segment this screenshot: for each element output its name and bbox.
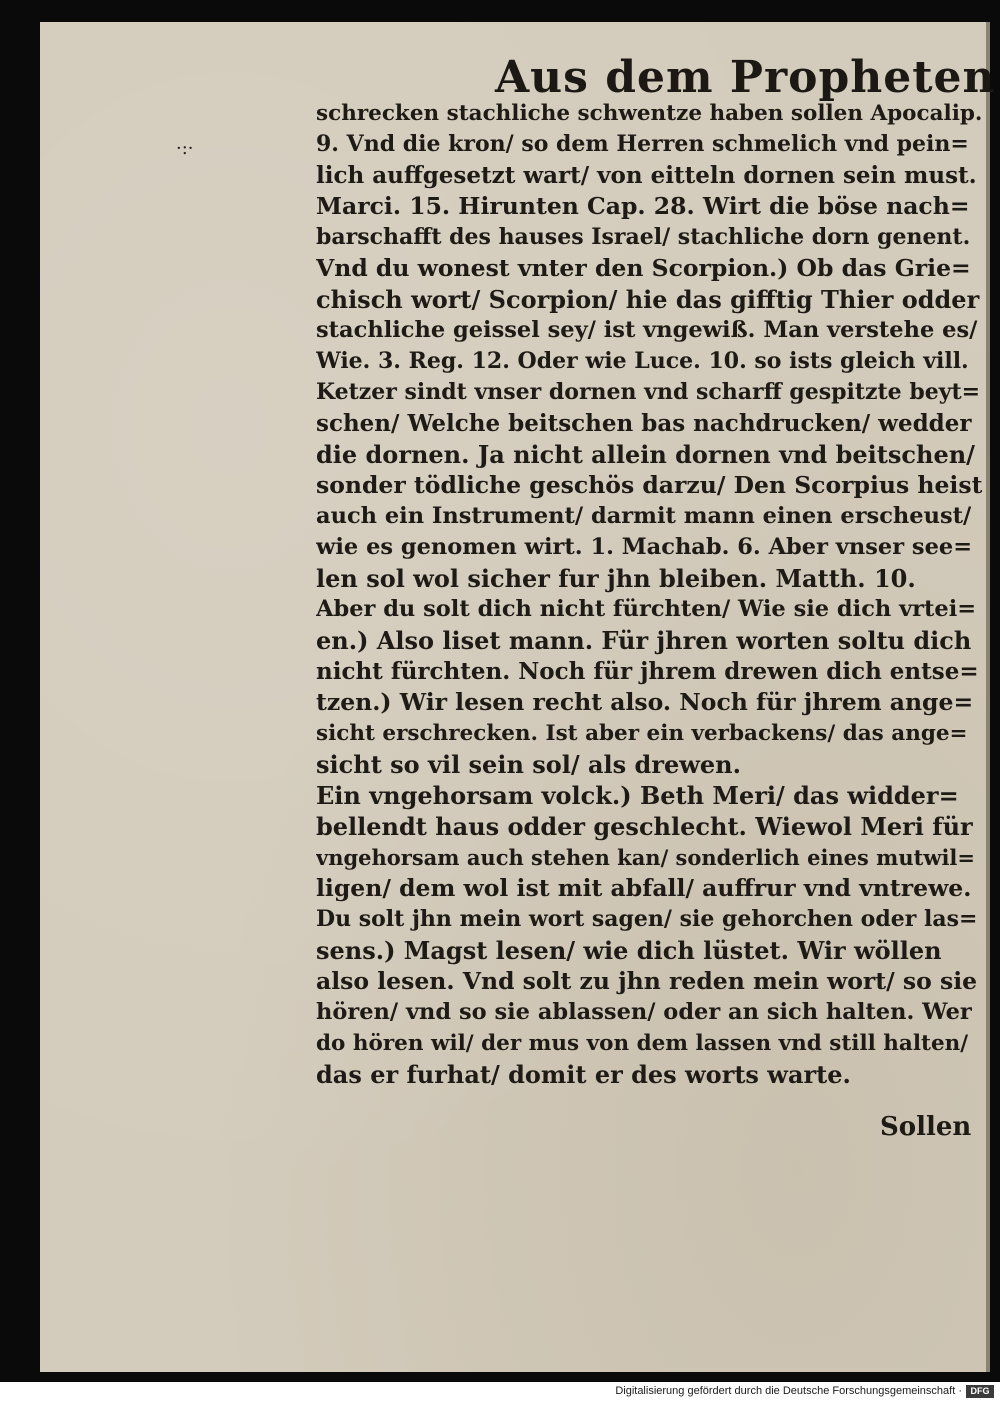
text-line: Ketzer sindt vnser dornen vnd scharff gespitzte beyt=	[316, 379, 981, 405]
text-line: Marci. 15. Hirunten Cap. 28. Wirt die böse nach=	[316, 192, 970, 220]
text-line: Wie. 3. Reg. 12. Oder wie Luce. 10. so ists gleich vill.	[316, 348, 969, 374]
text-line: auch ein Instrument/ darmit mann einen erscheust/	[316, 503, 972, 529]
dfg-logo: DFG	[966, 1385, 994, 1398]
text-line: stachliche geissel sey/ ist vngewiß. Man verstehe es/	[316, 317, 978, 343]
text-line: do hören wil/ der mus von dem lassen vnd still halten/	[316, 1031, 969, 1056]
text-line: Vnd du wonest vnter den Scorpion.) Ob das Grie=	[316, 254, 971, 282]
text-line: sicht so vil sein sol/ als drewen.	[316, 750, 741, 779]
margin-mark: ·:·	[176, 138, 194, 159]
funding-credit: Digitalisierung gefördert durch die Deutsche Forschungsgemeinschaft ·	[615, 1385, 962, 1397]
text-line: sonder tödliche geschös darzu/ Den Scorpius heist	[316, 471, 982, 499]
catchword: Sollen	[880, 1112, 972, 1142]
text-line: en.) Also liset mann. Für jhren worten soltu dich	[316, 626, 972, 655]
text-line: lich auffgesetzt wart/ von eitteln dornen sein must.	[316, 162, 977, 189]
text-line: das er furhat/ domit er des worts warte.	[316, 1060, 851, 1089]
text-line: barschafft des hauses Israel/ stachliche dorn genent.	[316, 224, 971, 250]
text-line: 9. Vnd die kron/ so dem Herren schmelich vnd pein=	[316, 131, 969, 157]
text-line: wie es genomen wirt. 1. Machab. 6. Aber vnser see=	[316, 534, 973, 560]
text-line: chisch wort/ Scorpion/ hie das gifftig Thier odder	[316, 285, 980, 314]
text-line: tzen.) Wir lesen recht also. Noch für jhrem ange=	[316, 688, 974, 716]
text-line: hören/ vnd so sie ablassen/ oder an sich halten. Wer	[316, 999, 972, 1025]
page-heading: Aus dem Propheten	[495, 52, 996, 103]
text-line: schen/ Welche beitschen bas nachdrucken/ wedder	[316, 410, 972, 437]
text-line: Du solt jhn mein wort sagen/ sie gehorchen oder las=	[316, 906, 978, 932]
text-line: vngehorsam auch stehen kan/ sonderlich eines mutwil=	[316, 845, 975, 870]
text-body	[316, 98, 982, 1090]
text-line: Aber du solt dich nicht fürchten/ Wie sie dich vrtei=	[316, 596, 977, 622]
text-line: schrecken stachliche schwentze haben sollen Apocalip.	[316, 101, 982, 126]
text-line: sicht erschrecken. Ist aber ein verbackens/ das ange=	[316, 721, 968, 746]
text-line: Ein vngehorsam volck.) Beth Meri/ das widder=	[316, 781, 959, 810]
footer-bar	[0, 1382, 1000, 1402]
text-line: also lesen. Vnd solt zu jhn reden mein wort/ so sie	[316, 967, 978, 995]
text-line: bellendt haus odder geschlecht. Wiewol Meri für	[316, 812, 973, 841]
text-line: die dornen. Ja nicht allein dornen vnd beitschen/	[316, 440, 975, 469]
text-line: sens.) Magst lesen/ wie dich lüstet. Wir wöllen	[316, 936, 942, 965]
text-line: ligen/ dem wol ist mit abfall/ auffrur vnd vntrewe.	[316, 874, 972, 902]
text-line: len sol wol sicher fur jhn bleiben. Matth. 10.	[316, 564, 916, 593]
text-line: nicht fürchten. Noch für jhrem drewen dich entse=	[316, 658, 979, 685]
